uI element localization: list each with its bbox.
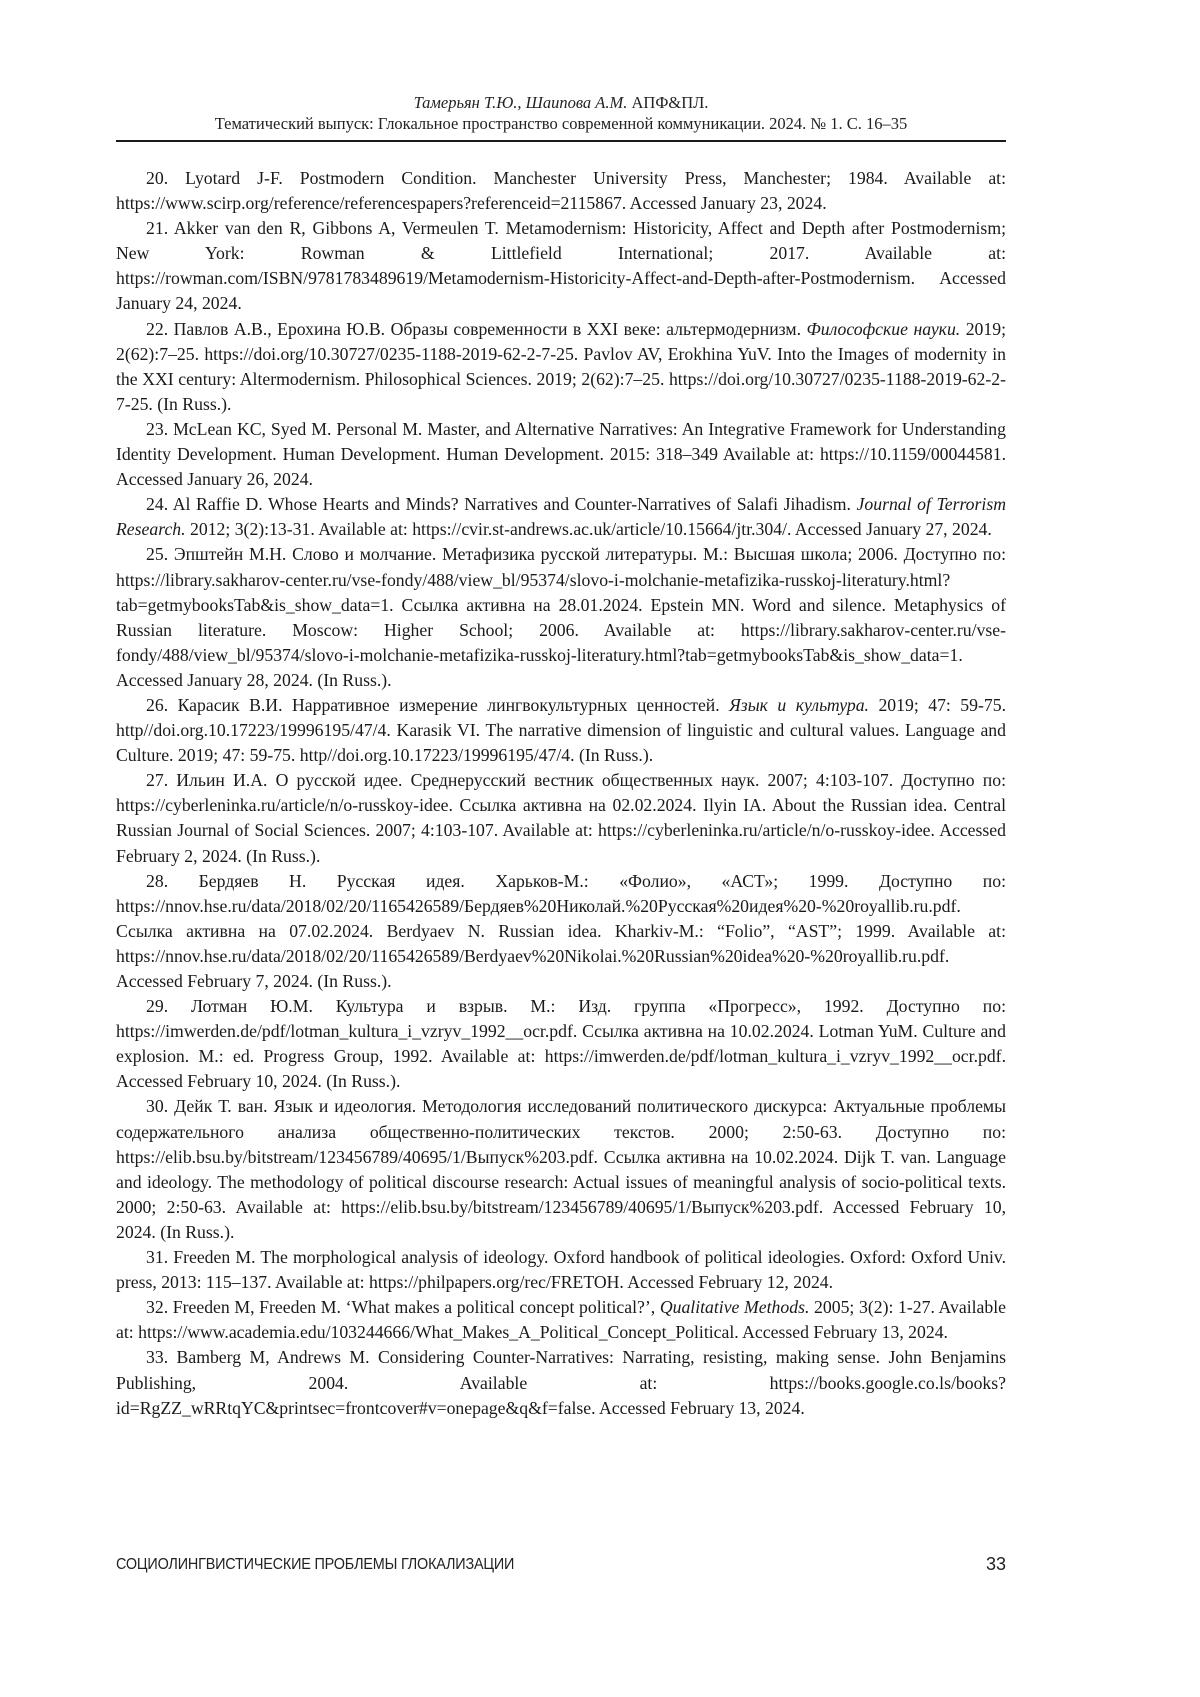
- reference-item: 21. Akker van den R, Gibbons A, Vermeulen T. Metamodernism: Historicity, Affect and Depth after Postmodernism; New York: Rowman & Littlefield International; 2017. Available at: https://rowman.com/ISBN/9781783489619/Metamodernism-Historicity-Affect-and-Depth-after-Postmodernism. Accessed January 24, 2024.: [116, 218, 1006, 314]
- header-issue-line: Тематический выпуск: Глокальное пространство современной коммуникации. 2024. № 1. С. 16–35: [214, 114, 908, 133]
- reference-item: 30. Дейк Т. ван. Язык и идеология. Методология исследований политического дискурса: Актуальные проблемы содержательного анализа общественно-политических текстов. 2000; 2:50-63. Доступно по: https://elib.bsu.by/bitstream/123456789/40695/1/Выпуск%203.pdf. Ссылка активна на 10.02.2024. Dijk T. van. Language and ideology. The methodology of political discourse research: Actual issues of meaningful analysis of socio-political texts. 2000; 2:50-63. Available at: https://elib.bsu.by/bitstream/123456789/40695/1/Выпуск%203.pdf. Accessed February 10, 2024. (In Russ.).: [116, 1096, 1006, 1242]
- reference-item: 28. Бердяев Н. Русская идея. Харьков-М.: «Фолио», «АСТ»; 1999. Доступно по: https://nnov.hse.ru/data/2018/02/20/1165426589/Бердяев%20Николай.%20Русская%20идея%20-%20royallib.ru.pdf. Ссылка активна на 07.02.2024. Berdyaev N. Russian idea. Kharkiv-M.: “Folio”, “AST”; 1999. Available at: https://nnov.hse.ru/data/2018/02/20/1165426589/Berdyaev%20Nikolai.%20Russian%20idea%20-%20royallib.ru.pdf. Accessed February 7, 2024. (In Russ.).: [116, 870, 1006, 991]
- reference-item: 32. Freeden M, Freeden M. ‘What makes a political concept political?’, Qualitative Methods. 2005; 3(2): 1-27. Available at: https://www.academia.edu/103244666/What_Makes_A_Political_Concept_Political. Accessed February 13, 2024.: [116, 1297, 1006, 1343]
- reference-list: [116, 166, 1006, 1421]
- reference-item: 27. Ильин И.А. О русской идее. Среднерусский вестник общественных наук. 2007; 4:103-107. Доступно по: https://cyberleninka.ru/article/n/o-russkoy-idee. Ссылка активна на 02.02.2024. Ilyin IA. About the Russian idea. Central Russian Journal of Social Sciences. 2007; 4:103-107. Available at: https://cyberleninka.ru/article/n/o-russkoy-idee. Accessed February 2, 2024. (In Russ.).: [116, 770, 1006, 866]
- header-line-1: [116, 92, 1006, 113]
- page-number: 33: [985, 1554, 1006, 1574]
- reference-item: 25. Эпштейн М.Н. Слово и молчание. Метафизика русской литературы. М.: Высшая школа; 2006. Доступно по: https://library.sakharov-center.ru/vse-fondy/488/view_bl/95374/slovo-i-molchanie-metafizika-russkoj-literatury.html?tab=getmybooksTab&is_show_data=1. Ссылка активна на 28.01.2024. Epstein MN. Word and silence. Metaphysics of Russian literature. Moscow: Higher School; 2006. Available at: https://library.sakharov-center.ru/vse-fondy/488/view_bl/95374/slovo-i-molchanie-metafizika-russkoj-literatury.html?tab=getmybooksTab&is_show_data=1. Accessed January 28, 2024. (In Russ.).: [116, 544, 1006, 690]
- reference-item: 24. Al Raffie D. Whose Hearts and Minds? Narratives and Counter-Narratives of Salafi Jihadism. Journal of Terrorism Research. 2012; 3(2):13-31. Available at: https://cvir.st-andrews.ac.uk/article/10.15664/jtr.304/. Accessed January 27, 2024.: [116, 494, 1006, 540]
- reference-item: 29. Лотман Ю.М. Культура и взрыв. М.: Изд. группа «Прогресс», 1992. Доступно по: https://imwerden.de/pdf/lotman_kultura_i_vzryv_1992__ocr.pdf. Ссылка активна на 10.02.2024. Lotman YuM. Culture and explosion. M.: ed. Progress Group, 1992. Available at: https://imwerden.de/pdf/lotman_kultura_i_vzryv_1992__ocr.pdf. Accessed February 10, 2024. (In Russ.).: [116, 996, 1006, 1092]
- header-journal-abbr: АПФ&ПЛ.: [631, 93, 709, 112]
- running-header: [116, 92, 1006, 134]
- reference-item: 20. Lyotard J-F. Postmodern Condition. Manchester University Press, Manchester; 1984. Available at: https://www.scirp.org/reference/referencespapers?referenceid=2115867. Accessed January 23, 2024.: [116, 168, 1006, 214]
- reference-item: 22. Павлов А.В., Ерохина Ю.В. Образы современности в XXI веке: альтермодернизм. Философские науки. 2019; 2(62):7–25. https://doi.org/10.30727/0235-1188-2019-62-2-7-25. Pavlov AV, Erokhina YuV. Into the Images of modernity in the XXI century: Altermodernism. Philosophical Sciences. 2019; 2(62):7–25. https://doi.org/10.30727/0235-1188-2019-62-2-7-25. (In Russ.).: [116, 318, 1006, 414]
- reference-item: 33. Bamberg M, Andrews M. Considering Counter-Narratives: Narrating, resisting, making sense. John Benjamins Publishing, 2004. Available at: https://books.google.co.ls/books?id=RgZZ_wRRtqYC&printsec=frontcover#v=onepage&q&f=false. Accessed February 13, 2024.: [116, 1347, 1006, 1418]
- header-authors: Тамерьян Т.Ю., Шаипова А.М.: [413, 93, 628, 112]
- reference-item: 26. Карасик В.И. Нарративное измерение лингвокультурных ценностей. Язык и культура. 2019; 47: 59-75. http//doi.org.10.17223/19996195/47/4. Karasik VI. The narrative dimension of linguistic and cultural values. Language and Culture. 2019; 47: 59-75. http//doi.org.10.17223/19996195/47/4. (In Russ.).: [116, 694, 1006, 766]
- reference-item: 23. McLean KC, Syed M. Personal M. Master, and Alternative Narratives: An Integrative Framework for Understanding Identity Development. Human Development. Human Development. 2015: 318–349 Available at: https://10.1159/00044581. Accessed January 26, 2024.: [116, 418, 1006, 490]
- footer-section-title: СОЦИОЛИНГВИСТИЧЕСКИЕ ПРОБЛЕМЫ ГЛОКАЛИЗАЦИИ: [116, 1556, 515, 1573]
- header-rule: [116, 140, 1006, 142]
- reference-item: 31. Freeden M. The morphological analysis of ideology. Oxford handbook of political ideologies. Oxford: Oxford Univ. press, 2013: 115–137. Available at: https://philpapers.org/rec/FRETOH. Accessed February 12, 2024.: [116, 1247, 1006, 1293]
